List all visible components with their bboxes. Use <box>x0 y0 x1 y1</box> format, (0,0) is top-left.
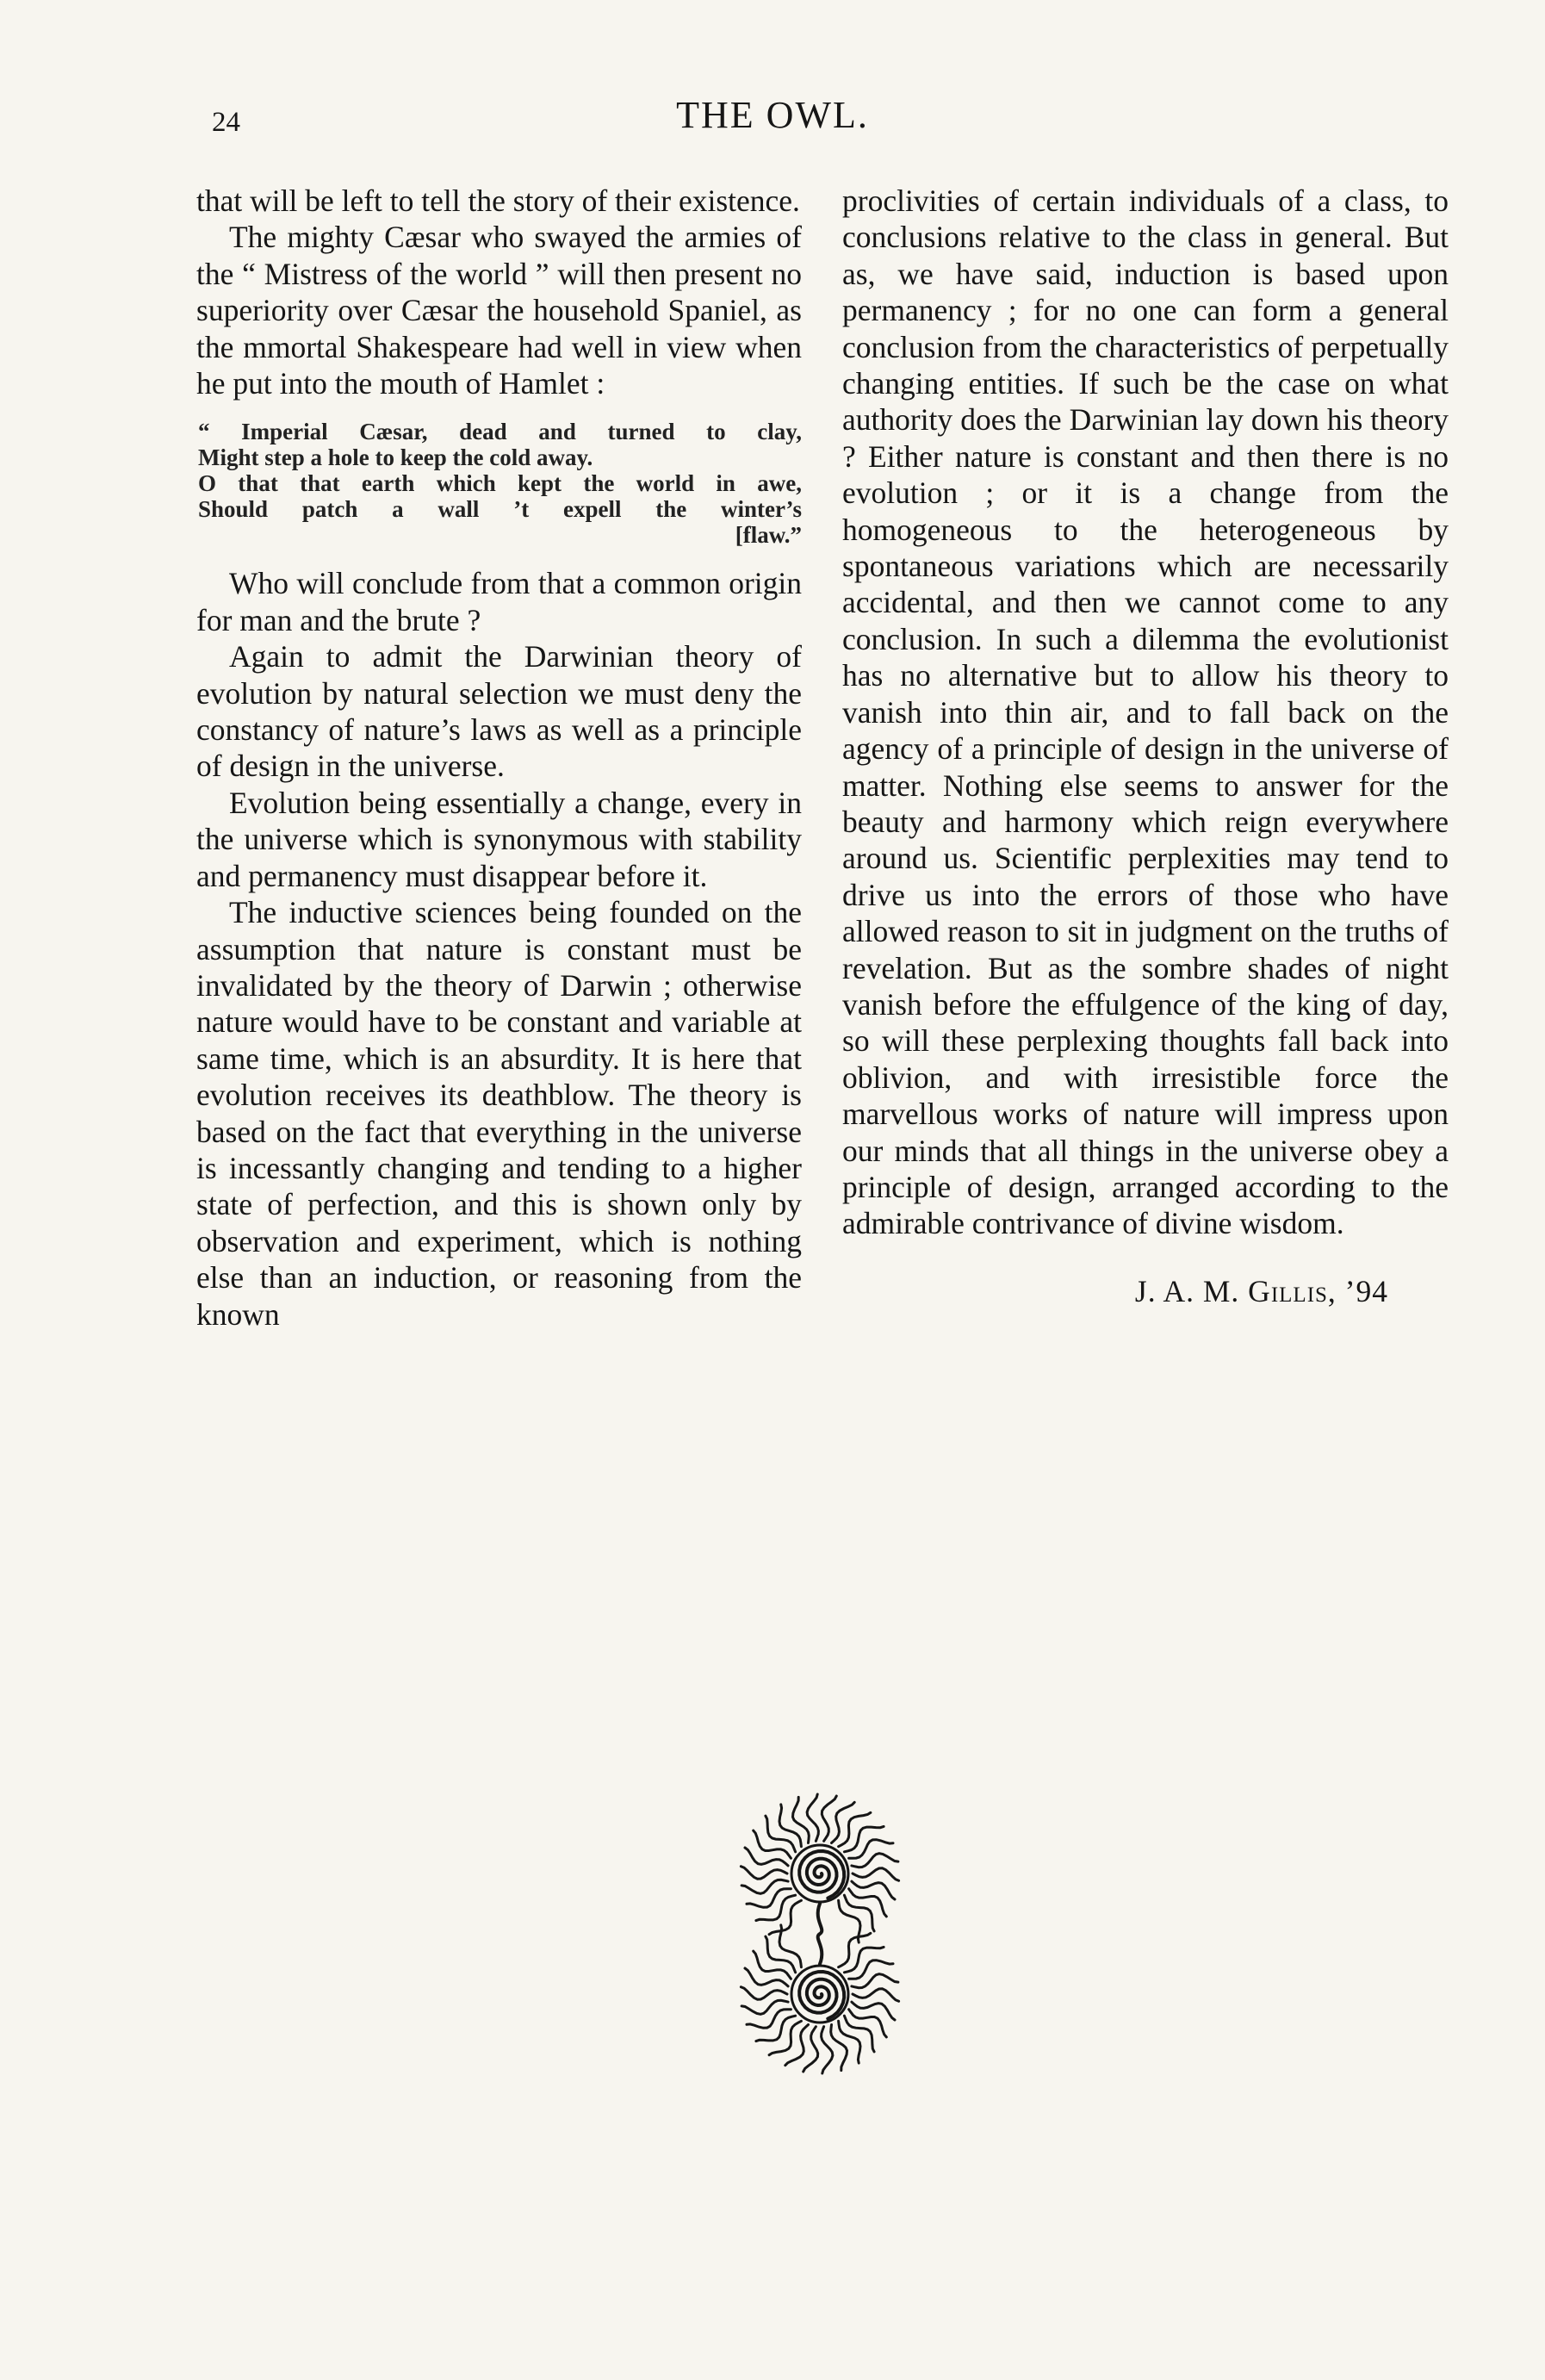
verse-line: [flaw.” <box>735 522 802 549</box>
paragraph: proclivities of certain individuals of a class, to conclusions relative to the class in general. But as, we have said, induction is based upon permanency ; for no one can form a general conclusion from the characteristics of perpetually changing entities. If such be the case on what authority does the Darwinian lay down his theory ? Either nature is constant and then there is no evolution ; or it is a change from the homogeneous to the heterogeneous by spontaneous variations which are necessarily accidental, and then we cannot come to any conclusion. In such a dilemma the evolutionist has no alternative but to allow his theory to vanish into thin air, and to fall back on the agency of a principle of design in the universe of matter. Nothing else seems to answer for the beauty and harmony which reign everywhere around us. Scientific perplexities may tend to drive us into the errors of those who have allowed reason to sit in judgment on the truths of revelation. But as the sombre shades of night vanish before the effulgence of the king of day, so will these perplexing thoughts fall back into oblivion, and with irresistible force the marvellous works of nature will impress upon our minds that all things in the universe obey a principle of design, arranged according to the admirable contrivance of divine wisdom. <box>842 183 1449 1241</box>
left-column <box>196 183 802 1333</box>
paragraph: Again to admit the Darwinian theory of evolution by natural selection we must deny the constancy of nature’s laws as well as a principle of design in the universe. <box>196 639 802 784</box>
verse-line: Should patch a wall ’t expell the winter’s <box>198 496 802 523</box>
verse-line: O that that earth which kept the world in awe, <box>198 470 802 497</box>
paragraph: The mighty Cæsar who swayed the armies of the “ Mistress of the world ” will then present no superiority over Cæsar the household Spaniel, as the mmortal Shakespeare had well in view when he put into the mouth of Hamlet : <box>196 220 802 401</box>
paragraph: The inductive sciences being founded on the assumption that nature is constant must be invalidated by the theory of Darwin ; otherwise nature would have to be constant and variable at same time, which is an absurdity. It is here that evolution receives its deathblow. The theory is based on the fact that everything in the universe is incessantly changing and tending to a higher state of perfection, and this is shown only by observation and experiment, which is nothing else than an induction, or reasoning from the known <box>196 895 802 1332</box>
page-number: 24 <box>212 107 240 138</box>
double-sun-spiral-ornament-icon <box>708 1792 932 2076</box>
paragraph: that will be left to tell the story of their existence. <box>196 183 800 218</box>
verse-quotation <box>198 419 802 548</box>
author-signature: J. A. M. Gillis, ’94 <box>1134 1273 1388 1308</box>
running-title: THE OWL. <box>676 94 869 136</box>
verse-line: Might step a hole to keep the cold away. <box>198 444 593 471</box>
paragraph: Who will conclude from that a common origin for man and the brute ? <box>196 566 802 637</box>
verse-line: “ Imperial Cæsar, dead and turned to clay, <box>198 419 802 445</box>
right-column <box>842 183 1449 1309</box>
paragraph: Evolution being essentially a change, every in the universe which is synonymous with stability and permanency must disappear before it. <box>196 785 802 893</box>
